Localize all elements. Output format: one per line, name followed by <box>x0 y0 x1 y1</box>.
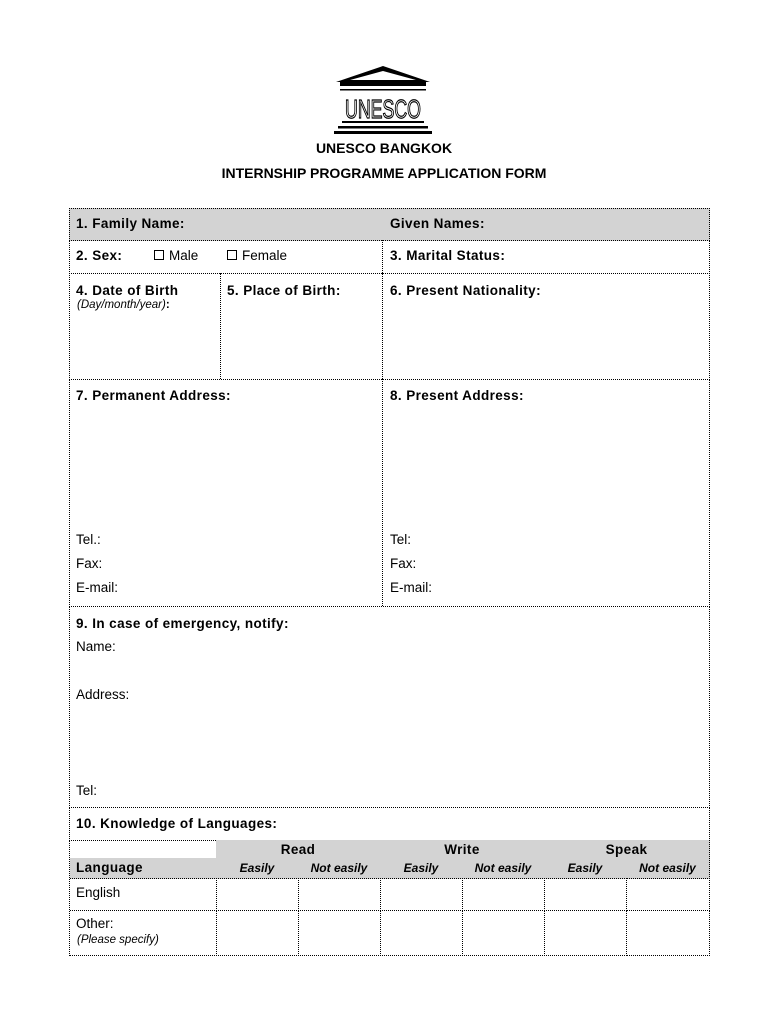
permanent-address-label: 7. Permanent Address: <box>76 388 231 403</box>
form-title: INTERNSHIP PROGRAMME APPLICATION FORM <box>221 165 547 181</box>
emergency-tel-label: Tel: <box>76 783 98 798</box>
language-header-spacer <box>70 840 217 859</box>
speak-easily-header: Easily <box>544 858 627 879</box>
english-read-easily-cell[interactable] <box>216 878 299 911</box>
sex-marital-row <box>69 240 710 274</box>
place-of-birth-label: 5. Place of Birth: <box>227 283 341 298</box>
given-names-label: Given Names: <box>390 216 485 231</box>
write-header: Write <box>380 840 545 859</box>
date-of-birth-hint: (Day/month/year): <box>77 299 170 311</box>
emergency-name-label: Name: <box>76 639 116 654</box>
language-table <box>69 840 710 956</box>
write-easily-header: Easily <box>380 858 463 879</box>
english-write-not-easily-cell[interactable] <box>462 878 545 911</box>
present-address-label: 8. Present Address: <box>390 388 524 403</box>
present-email-label: E-mail: <box>390 580 433 595</box>
read-easily-header: Easily <box>216 858 299 879</box>
male-label: Male <box>169 248 199 263</box>
table-row-english-label <box>70 878 217 911</box>
sex-male-option[interactable] <box>154 248 198 263</box>
permanent-email-label: E-mail: <box>76 580 119 595</box>
english-read-not-easily-cell[interactable] <box>298 878 381 911</box>
sex-female-option[interactable] <box>227 248 287 263</box>
other-speak-easily-cell[interactable] <box>544 910 627 956</box>
read-header: Read <box>216 840 381 859</box>
other-write-easily-cell[interactable] <box>380 910 463 956</box>
present-tel-label: Tel: <box>390 532 412 547</box>
language-column-header: Language <box>70 858 217 879</box>
male-checkbox[interactable] <box>154 250 164 260</box>
application-form <box>69 0 710 1024</box>
english-write-easily-cell[interactable] <box>380 878 463 911</box>
other-read-not-easily-cell[interactable] <box>298 910 381 956</box>
emergency-label: 9. In case of emergency, notify: <box>76 616 289 631</box>
present-fax-label: Fax: <box>390 556 417 571</box>
table-row-other-label <box>70 910 217 956</box>
logo-wordmark: UNESCO <box>345 94 421 124</box>
language-other: Other: <box>76 916 114 931</box>
sex-label: 2. Sex: <box>76 248 123 263</box>
marital-status-label: 3. Marital Status: <box>390 248 506 263</box>
speak-not-easily-header: Not easily <box>626 858 710 879</box>
organization-name: UNESCO BANGKOK <box>315 140 453 156</box>
other-read-easily-cell[interactable] <box>216 910 299 956</box>
permanent-tel-label: Tel.: <box>76 532 101 547</box>
write-not-easily-header: Not easily <box>462 858 545 879</box>
permanent-fax-label: Fax: <box>76 556 103 571</box>
family-name-label: 1. Family Name: <box>76 216 185 231</box>
languages-row <box>69 807 710 841</box>
address-row <box>69 379 710 607</box>
languages-label: 10. Knowledge of Languages: <box>76 816 278 831</box>
other-speak-not-easily-cell[interactable] <box>626 910 710 956</box>
nationality-label: 6. Present Nationality: <box>390 283 541 298</box>
birth-nationality-row <box>69 273 710 380</box>
read-not-easily-header: Not easily <box>298 858 381 879</box>
family-name-row[interactable] <box>69 208 710 241</box>
english-speak-easily-cell[interactable] <box>544 878 627 911</box>
language-other-hint: (Please specify) <box>77 934 159 946</box>
other-write-not-easily-cell[interactable] <box>462 910 545 956</box>
female-checkbox[interactable] <box>227 250 237 260</box>
speak-header: Speak <box>544 840 710 859</box>
date-of-birth-label: 4. Date of Birth <box>76 283 179 298</box>
language-english: English <box>76 885 121 900</box>
emergency-row <box>69 606 710 808</box>
female-label: Female <box>242 248 288 263</box>
english-speak-not-easily-cell[interactable] <box>626 878 710 911</box>
emergency-address-label: Address: <box>76 687 130 702</box>
